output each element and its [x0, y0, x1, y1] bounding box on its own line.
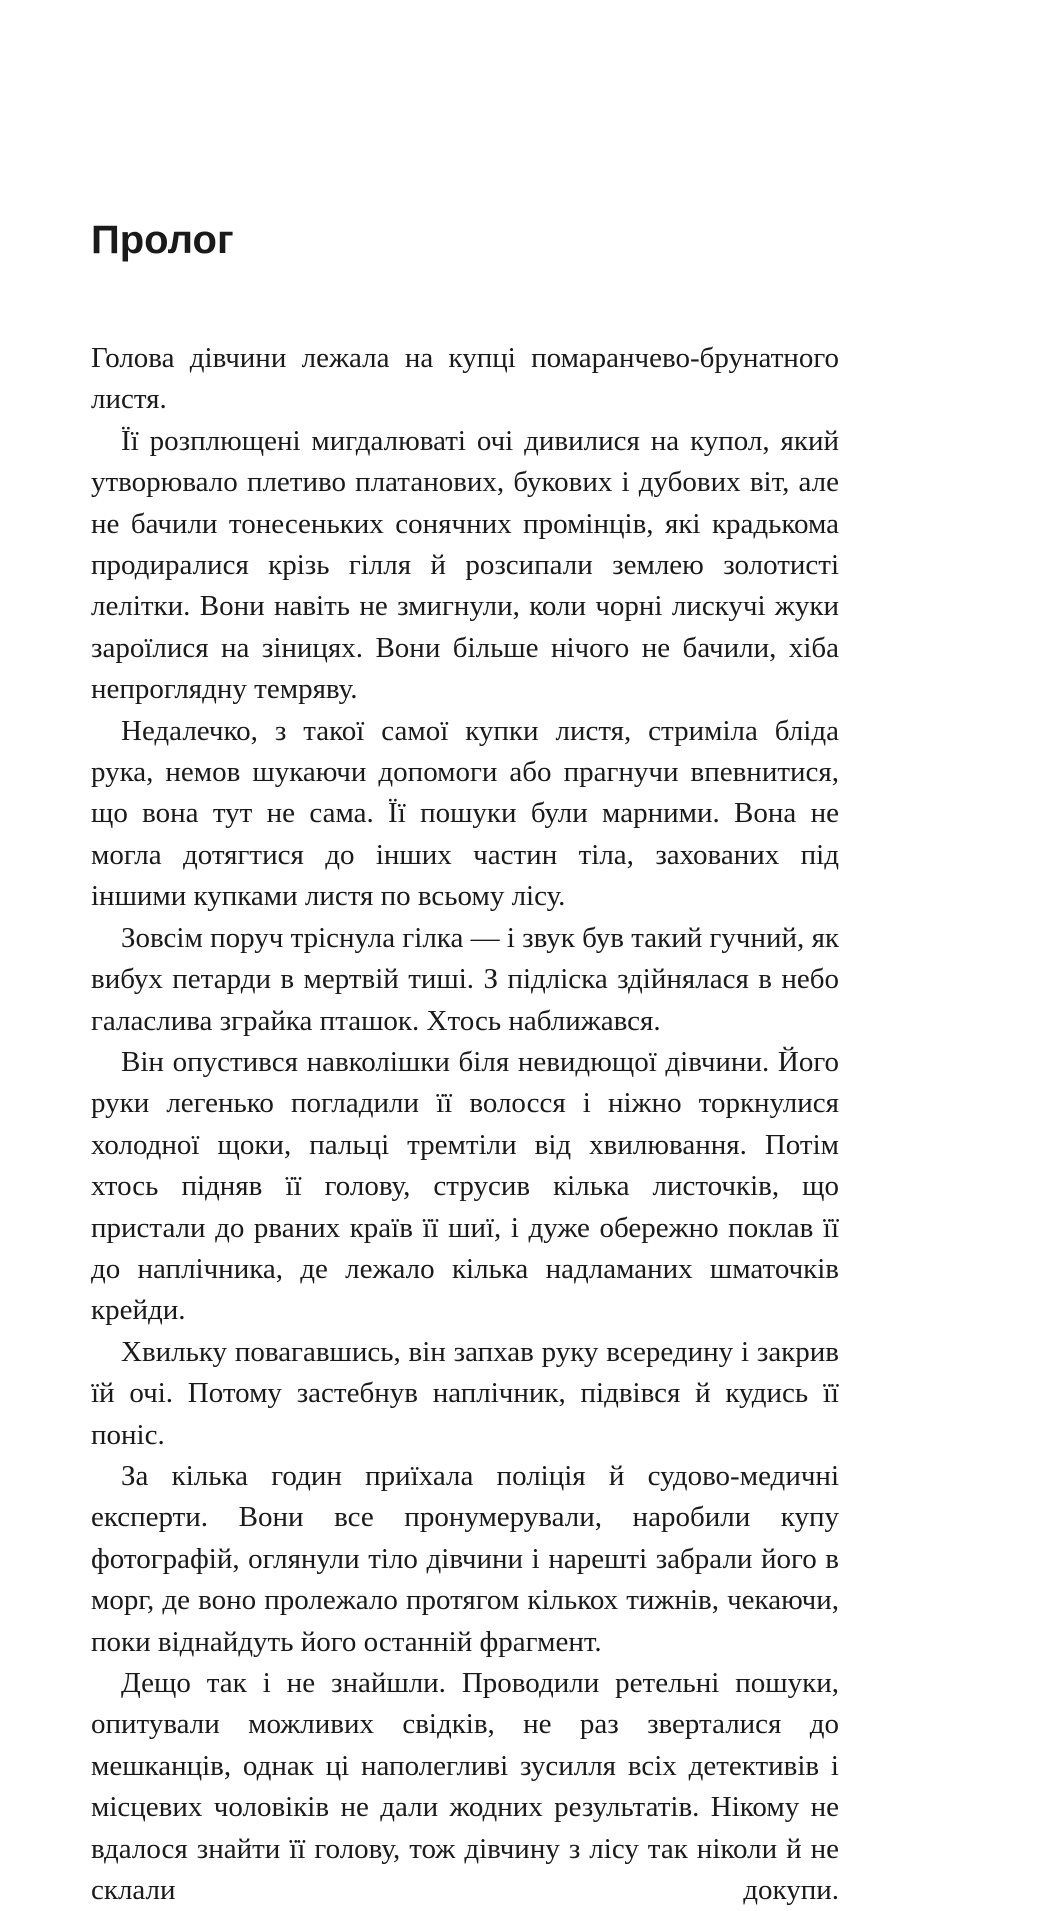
paragraph: Хвильку повагавшись, він запхав руку всередину і закрив їй очі. Потому застебнув наплічник, підвівся й кудись її поніс.	[91, 1335, 839, 1451]
paragraph: Дещо так і не знайшли. Проводили ретельні пошуки, опитували можливих свідків, не раз зверталися до мешканців, однак ці наполегливі зусилля всіх детективів і місцевих чоловіків не дали жодних результатів. Нікому не вдалося знайти її голову, тож дівчину з лісу так ніколи й не склали докупи.	[91, 1667, 839, 1907]
paragraph: Недалечко, з такої самої купки листя, стриміла бліда рука, немов шукаючи допомоги або прагнучи впевнитися, що вона тут не сама. Її пошуки були марними. Вона не могла дотягтися до інших частин тіла, захованих під іншими купками листя по всьому лісу.	[91, 714, 839, 913]
chapter-body	[91, 338, 839, 1911]
chapter-title: Пролог	[91, 218, 234, 262]
paragraph: Він опустився навколішки біля невидющої дівчини. Його руки легенько погладили її волосся і ніжно торкнулися холодної щоки, пальці тремтіли від хвилювання. Потім хтось підняв її голову, струсив кілька листочків, що пристали до рваних країв її шиї, і дуже обережно поклав її до наплічника, де лежало кілька надламаних шматочків крейди.	[91, 1045, 839, 1327]
paragraph: Голова дівчини лежала на купці помаранчево-брунатного листя.	[91, 342, 839, 416]
paragraph: За кілька годин приїхала поліція й судово-медичні експерти. Вони все пронумерували, наробили купу фотографій, оглянули тіло дівчини і нарешті забрали його в морг, де воно пролежало протягом кількох тижнів, чекаючи, поки віднайдуть його останній фрагмент.	[91, 1459, 839, 1658]
paragraph: Її розплющені мигдалюваті очі дивилися на купол, який утворювало плетиво платанових, букових і дубових віт, але не бачили тонесеньких сонячних промінців, які крадькома продиралися крізь гілля й розсипали землею золотисті лелітки. Вони навіть не змигнули, коли чорні лискучі жуки зароїлися на зіницях. Вони більше нічого не бачили, хіба непроглядну темряву.	[91, 424, 839, 706]
paragraph: Зовсім поруч тріснула гілка — і звук був такий гучний, як вибух петарди в мертвій тиші. З підліска здійнялася в небо галаслива зграйка пташок. Хтось наближався.	[91, 921, 839, 1037]
